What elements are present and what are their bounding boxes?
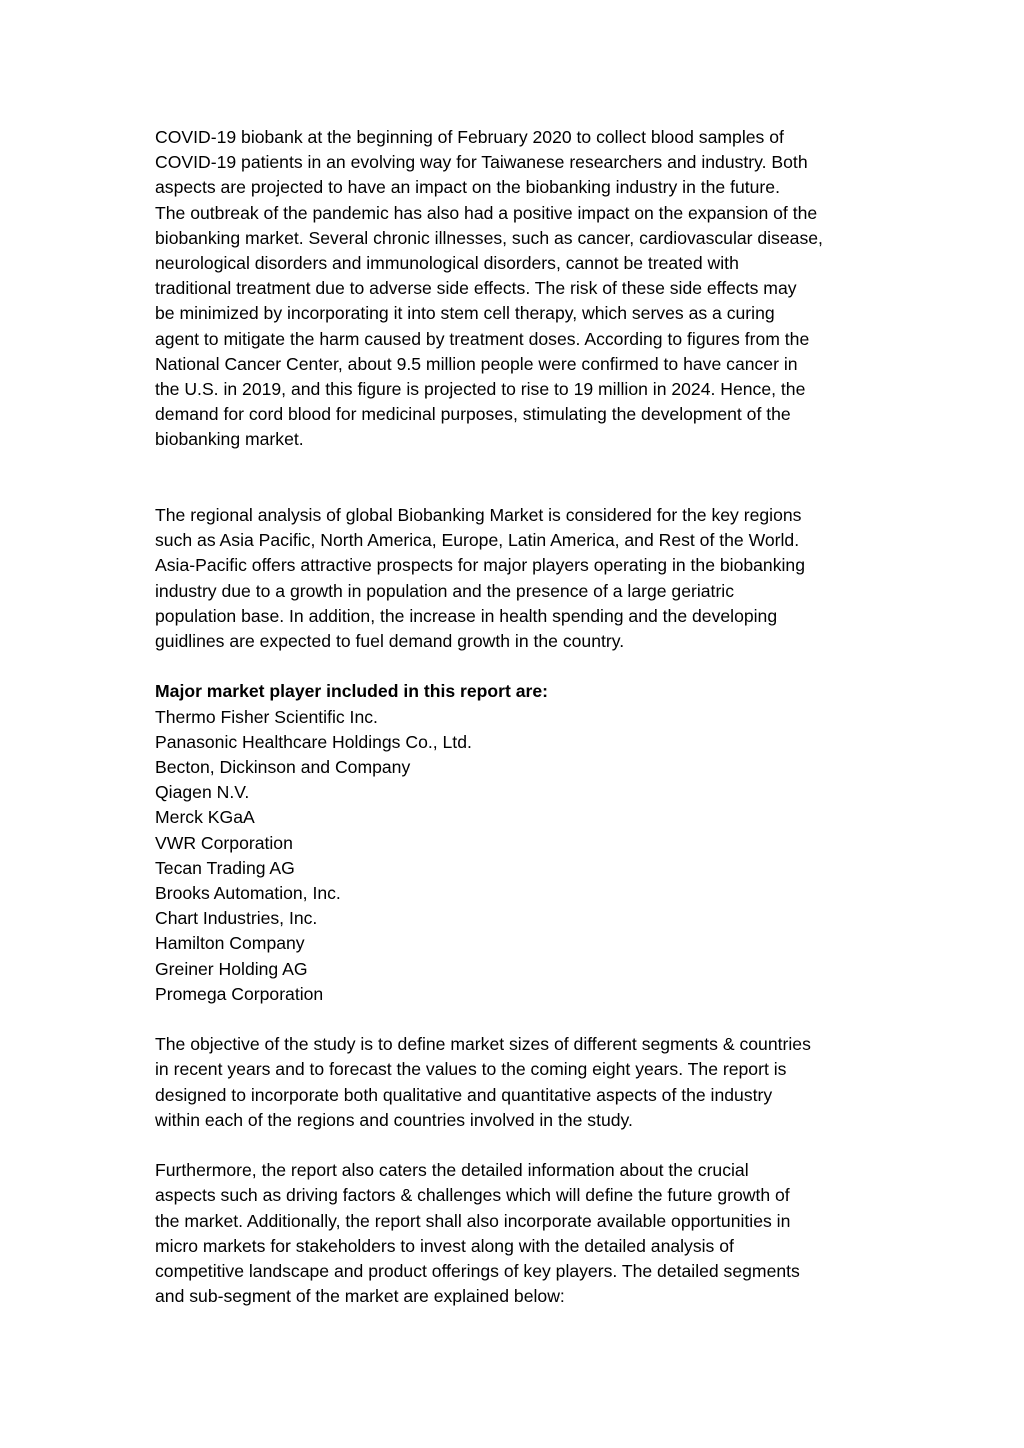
paragraph-regional-analysis xyxy=(155,503,875,654)
text-line: aspects are projected to have an impact on the biobanking industry in the future. xyxy=(155,177,780,198)
text-line: COVID-19 biobank at the beginning of February 2020 to collect blood samples of xyxy=(155,127,784,147)
text-line: within each of the regions and countries involved in the study. xyxy=(155,1109,633,1130)
text-line: and sub-segment of the market are explained below: xyxy=(155,1286,565,1307)
player-item: Becton, Dickinson and Company xyxy=(155,757,411,778)
text-line: Furthermore, the report also caters the detailed information about the crucial xyxy=(155,1160,749,1181)
text-line: The outbreak of the pandemic has also had a positive impact on the expansion of the xyxy=(155,202,818,223)
paragraph-study-objective xyxy=(155,1032,875,1133)
player-item: Promega Corporation xyxy=(155,983,324,1004)
player-item: Greiner Holding AG xyxy=(155,958,308,979)
player-item: Qiagen N.V. xyxy=(155,782,250,803)
text-line: the U.S. in 2019, and this figure is projected to rise to 19 million in 2024. Hence, the xyxy=(155,379,806,400)
paragraph-spacer xyxy=(155,654,875,679)
text-line: designed to incorporate both qualitative and quantitative aspects of the industry xyxy=(155,1084,773,1105)
player-item: Brooks Automation, Inc. xyxy=(155,883,341,904)
player-item: Thermo Fisher Scientific Inc. xyxy=(155,706,378,727)
paragraph-spacer xyxy=(155,1133,875,1158)
text-line: in recent years and to forecast the values to the coming eight years. The report is xyxy=(155,1059,787,1080)
text-line: National Cancer Center, about 9.5 million people were confirmed to have cancer in xyxy=(155,353,798,374)
text-line: COVID-19 patients in an evolving way for Taiwanese researchers and industry. Both xyxy=(155,152,808,173)
text-line: neurological disorders and immunological disorders, cannot be treated with xyxy=(155,253,739,274)
text-line: The objective of the study is to define market sizes of different segments & countries xyxy=(155,1034,811,1055)
text-line: competitive landscape and product offerings of key players. The detailed segments xyxy=(155,1261,800,1282)
player-item: VWR Corporation xyxy=(155,832,293,853)
text-line: industry due to a growth in population and the presence of a large geriatric xyxy=(155,580,735,601)
text-line: be minimized by incorporating it into stem cell therapy, which serves as a curing xyxy=(155,303,775,324)
paragraph-report-details xyxy=(155,1158,875,1309)
market-players-section xyxy=(155,679,875,1007)
player-item: Panasonic Healthcare Holdings Co., Ltd. xyxy=(155,731,472,752)
text-line: traditional treatment due to adverse side effects. The risk of these side effects may xyxy=(155,278,797,299)
player-item: Chart Industries, Inc. xyxy=(155,908,318,929)
player-item: Hamilton Company xyxy=(155,933,305,954)
market-players-heading: Major market player included in this report are: xyxy=(155,681,549,702)
paragraph-spacer xyxy=(155,453,875,503)
paragraph-spacer xyxy=(155,1007,875,1032)
text-line: aspects such as driving factors & challenges which will define the future growth of xyxy=(155,1185,790,1206)
text-line: demand for cord blood for medicinal purposes, stimulating the development of the xyxy=(155,404,791,425)
player-item: Merck KGaA xyxy=(155,807,255,828)
text-line: Asia-Pacific offers attractive prospects for major players operating in the biobanking xyxy=(155,555,805,576)
text-line: biobanking market. xyxy=(155,429,304,450)
text-line: such as Asia Pacific, North America, Europe, Latin America, and Rest of the World. xyxy=(155,530,800,551)
text-line: micro markets for stakeholders to invest along with the detailed analysis of xyxy=(155,1235,734,1256)
text-line: population base. In addition, the increase in health spending and the developing xyxy=(155,605,778,626)
document-page xyxy=(155,125,875,1309)
text-line: The regional analysis of global Biobanking Market is considered for the key regions xyxy=(155,505,802,526)
text-line: the market. Additionally, the report shall also incorporate available opportunities in xyxy=(155,1210,791,1231)
player-item: Tecan Trading AG xyxy=(155,857,295,878)
text-line: agent to mitigate the harm caused by treatment doses. According to figures from the xyxy=(155,328,810,349)
text-line: biobanking market. Several chronic illnesses, such as cancer, cardiovascular disease, xyxy=(155,227,823,248)
text-line: guidlines are expected to fuel demand growth in the country. xyxy=(155,631,625,652)
paragraph-covid-biobank xyxy=(155,125,875,453)
